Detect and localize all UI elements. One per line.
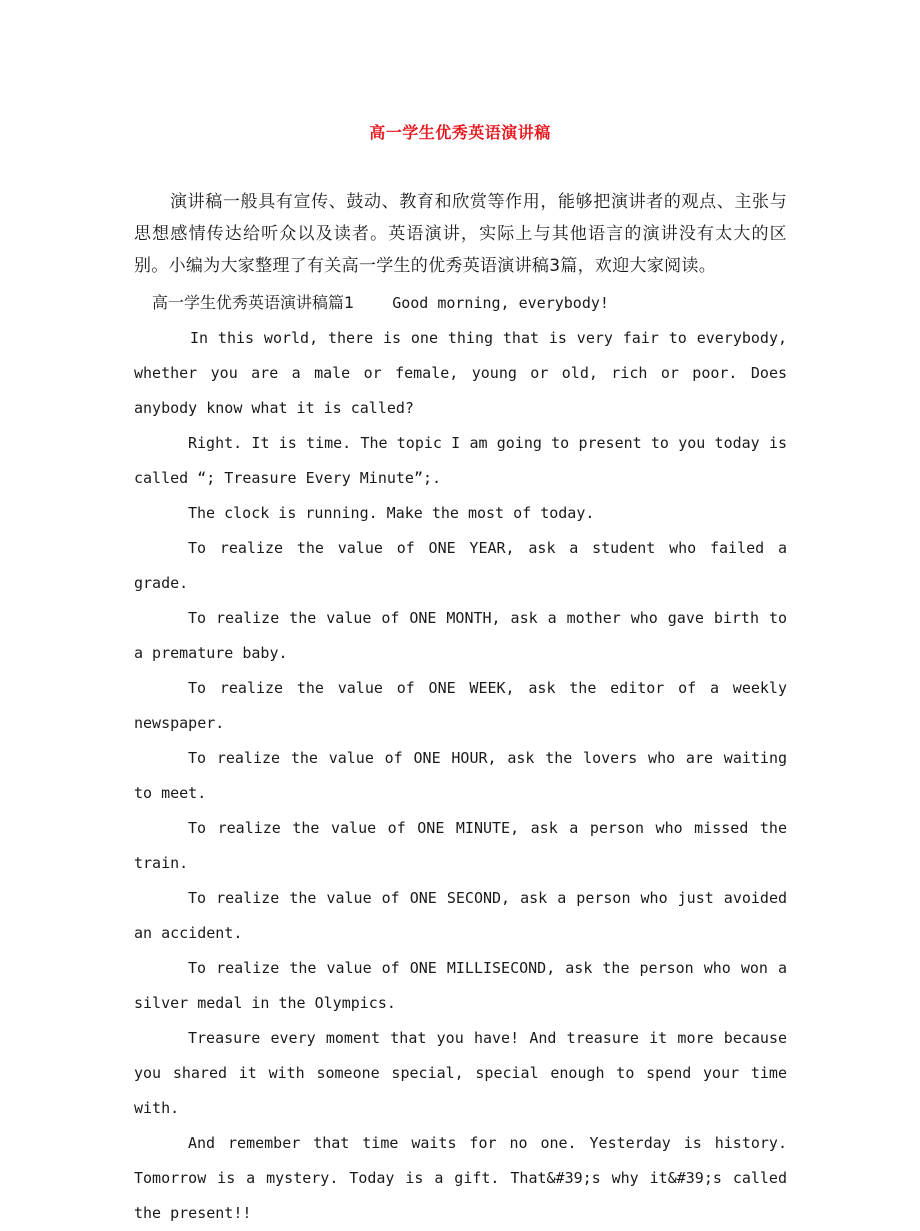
section-heading-line [134,285,787,321]
document-title: 高一学生优秀英语演讲稿 [369,123,551,142]
paragraph-3: The clock is running. Make the most of today. [188,504,595,522]
greeting: Good morning, everybody! [392,294,609,312]
paragraph-8: To realize the value of ONE MINUTE, ask a person who missed the train. [134,819,787,872]
paragraph-12: And remember that time waits for no one. Yesterday is history. Tomorrow is a mystery. Today is a gift. That&#39;s why it&#39;s called the present!! [134,1134,787,1222]
paragraph-6: To realize the value of ONE WEEK, ask the editor of a weekly newspaper. [134,679,787,732]
paragraph-7: To realize the value of ONE HOUR, ask the lovers who are waiting to meet. [134,749,787,802]
intro-paragraph: 演讲稿一般具有宣传、鼓动、教育和欣赏等作用，能够把演讲者的观点、主张与思想感情传达给听众以及读者。英语演讲，实际上与其他语言的演讲没有太大的区别。小编为大家整理了有关高一学生的优秀英语演讲稿3篇，欢迎大家阅读。 [134,192,787,276]
document-body [134,186,787,1231]
paragraph-4: To realize the value of ONE YEAR, ask a student who failed a grade. [134,539,787,592]
paragraph-2: Right. It is time. The topic I am going to present to you today is called “; Treasure Every Minute”;. [134,434,787,487]
paragraph-11: Treasure every moment that you have! And treasure it more because you shared it with someone special, special enough to spend your time with. [134,1029,787,1117]
section-heading: 高一学生优秀英语演讲稿篇1 [152,293,355,312]
paragraph-9: To realize the value of ONE SECOND, ask a person who just avoided an accident. [134,889,787,942]
paragraph-1: In this world, there is one thing that is very fair to everybody, whether you are a male or female, young or old, rich or poor. Does anybody know what it is called? [134,329,787,417]
paragraph-5: To realize the value of ONE MONTH, ask a mother who gave birth to a premature baby. [134,609,787,662]
paragraph-10: To realize the value of ONE MILLISECOND, ask the person who won a silver medal in the Olympics. [134,959,787,1012]
